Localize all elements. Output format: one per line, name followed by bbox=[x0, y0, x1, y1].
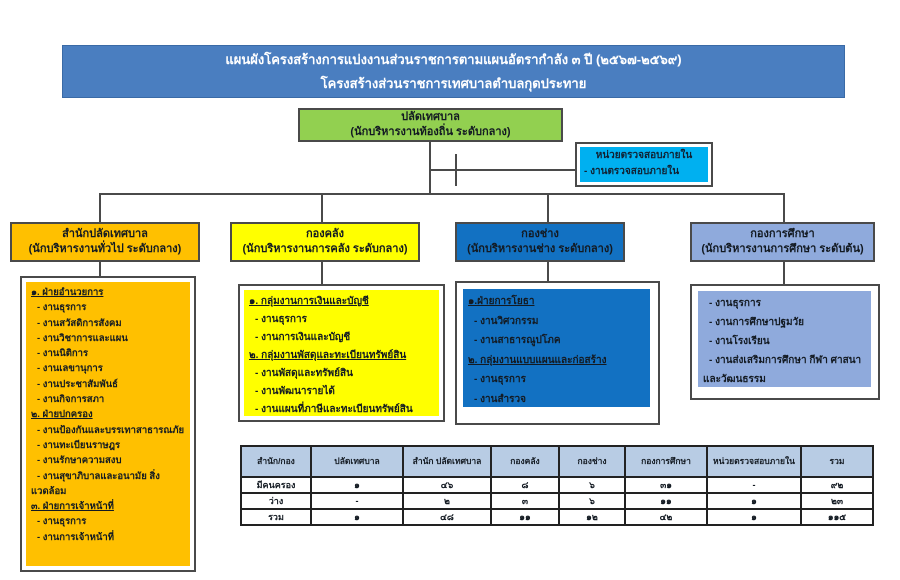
table-row bbox=[241, 493, 873, 509]
dept-header-education-division bbox=[690, 222, 875, 262]
table-cell: ๑๑ bbox=[491, 509, 559, 525]
connector-dept1-detail bbox=[99, 261, 101, 276]
work-item: - งานประชาสัมพันธ์ bbox=[37, 378, 118, 390]
table-cell: ๖ bbox=[559, 477, 625, 493]
dept-name: สำนักปลัดเทศบาล bbox=[62, 228, 148, 241]
title-banner bbox=[62, 45, 845, 98]
dept-name: กองคลัง bbox=[305, 228, 345, 241]
dept-header-finance-division bbox=[230, 222, 420, 262]
work-item: - งานวิศวกรรม bbox=[474, 315, 539, 327]
audit-branch-tick bbox=[455, 154, 457, 186]
section-heading: ๑. ฝ่ายอำนวยการ bbox=[31, 287, 104, 298]
work-item: - งานธุรการ bbox=[37, 302, 87, 314]
audit-title: หน่วยตรวจสอบภายใน bbox=[595, 150, 693, 161]
table-cell: ๒๓ bbox=[801, 493, 873, 509]
column-header: สำนัก ปลัดเทศบาล bbox=[403, 446, 491, 477]
table-cell: ๓ bbox=[491, 493, 559, 509]
dept-detail-public-works-division bbox=[455, 281, 660, 425]
work-item: - งานโรงเรียน bbox=[709, 336, 770, 347]
audit-unit-inner bbox=[580, 147, 708, 182]
column-header: กองช่าง bbox=[559, 446, 625, 477]
work-item: - งานการเงินและบัญชี bbox=[255, 332, 351, 343]
root-node-municipal-clerk bbox=[298, 108, 563, 142]
dept-header-office-of-clerk bbox=[10, 222, 200, 262]
table-cell: ๑ bbox=[311, 477, 403, 493]
work-item: - งานสาธารณูปโภค bbox=[474, 335, 561, 346]
title-line-1: แผนผังโครงสร้างการแบ่งงานส่วนราชการตามแผนอัตรากำลัง ๓ ปี (๒๕๖๗-๒๕๖๙) bbox=[225, 52, 682, 67]
work-item: - งานส่งเสริมการศึกษา กีฬา ศาสนาและวัฒนธรรม bbox=[703, 355, 862, 385]
dept-subtitle: (นักบริหารงานทั่วไป ระดับกลาง) bbox=[28, 243, 182, 255]
table-cell: ๑๒ bbox=[559, 509, 625, 525]
section-heading: ๓. ฝ่ายการเจ้าหน้าที่ bbox=[31, 501, 114, 513]
table-header-row bbox=[241, 446, 873, 477]
table-cell: ๑ bbox=[311, 509, 403, 525]
table-cell: - bbox=[707, 477, 801, 493]
work-item: - งานรักษาความสงบ bbox=[37, 455, 122, 467]
dept-header-public-works-division bbox=[455, 222, 625, 262]
table-cell: ๑๑๕ bbox=[801, 509, 873, 525]
table-cell: ๔๒ bbox=[625, 509, 707, 525]
work-item: - งานทะเบียนราษฎร bbox=[37, 439, 121, 451]
work-item: - งานแผนที่ภาษีและทะเบียนทรัพย์สิน bbox=[255, 404, 413, 415]
connector-drop-dept4 bbox=[783, 193, 785, 222]
table-cell: ๑ bbox=[707, 509, 801, 525]
table-cell: ๑ bbox=[707, 493, 801, 509]
section-heading: ๒. ฝ่ายปกครอง bbox=[31, 409, 93, 421]
connector-dept3-detail bbox=[547, 261, 549, 281]
dept-detail-list bbox=[463, 289, 650, 407]
connector-drop-dept3 bbox=[547, 193, 549, 222]
column-header: รวม bbox=[801, 446, 873, 477]
table-cell: ๙๒ bbox=[801, 477, 873, 493]
work-item: - งานการศึกษาปฐมวัย bbox=[709, 317, 805, 328]
dept-detail-list bbox=[26, 282, 190, 566]
title-line-2: โครงสร้างส่วนราชการเทศบาลตำบลกุดประทาย bbox=[320, 76, 587, 91]
dept-subtitle: (นักบริหารงานการคลัง ระดับกลาง) bbox=[242, 243, 408, 255]
row-label: ว่าง bbox=[241, 493, 311, 509]
column-header: กองคลัง bbox=[491, 446, 559, 477]
work-item: - งานการเจ้าหน้าที่ bbox=[37, 531, 114, 543]
table-cell: ๘ bbox=[491, 477, 559, 493]
work-item: - งานพัสดุและทรัพย์สิน bbox=[255, 368, 353, 379]
table-cell: ๑๑ bbox=[625, 493, 707, 509]
section-heading: ๑.ฝ่ายการโยธา bbox=[468, 296, 535, 307]
table-cell: ๒ bbox=[403, 493, 491, 509]
section-heading: ๒. กลุ่มงานพัสดุและทะเบียนทรัพย์สิน bbox=[249, 350, 407, 361]
column-header: สำนัก/กอง bbox=[241, 446, 311, 477]
work-item: - งานสวัสดิการสังคม bbox=[37, 317, 122, 329]
connector-root-vertical bbox=[429, 141, 431, 195]
connector-audit-horizontal bbox=[430, 169, 576, 171]
dept-detail-office-of-clerk bbox=[20, 276, 196, 572]
staffing-summary-table bbox=[240, 445, 874, 526]
dept-detail-list bbox=[698, 291, 871, 387]
work-item: - งานป้องกันและบรรเทาสาธารณภัย bbox=[37, 424, 185, 436]
section-heading: ๒. กลุ่มงานแบบแผนและก่อสร้าง bbox=[468, 354, 607, 366]
row-label: รวม bbox=[241, 509, 311, 525]
work-item: - งานธุรการ bbox=[474, 374, 526, 385]
dept-subtitle: (นักบริหารงานการศึกษา ระดับต้น) bbox=[701, 243, 864, 255]
audit-unit-box bbox=[575, 142, 713, 187]
table-cell: ๔๖ bbox=[403, 477, 491, 493]
work-item: - งานเลขานุการ bbox=[37, 363, 103, 375]
work-item: - งานธุรการ bbox=[255, 314, 307, 325]
row-label: มีคนครอง bbox=[241, 477, 311, 493]
table-row bbox=[241, 477, 873, 493]
table-cell: - bbox=[311, 493, 403, 509]
connector-dept4-detail bbox=[783, 261, 785, 284]
work-item: - งานนิติการ bbox=[37, 348, 89, 360]
work-item: - งานพัฒนารายได้ bbox=[255, 386, 335, 397]
dept-detail-education-division bbox=[690, 284, 880, 400]
connector-dept2-detail bbox=[321, 261, 323, 284]
connector-main-horizontal bbox=[99, 193, 785, 195]
dept-name: กองช่าง bbox=[521, 228, 559, 241]
connector-drop-dept2 bbox=[321, 193, 323, 222]
column-header: หน่วยตรวจสอบภายใน bbox=[707, 446, 801, 477]
work-item: - งานสำรวจ bbox=[474, 393, 527, 405]
work-item: - งานธุรการ bbox=[37, 516, 87, 528]
work-item: - งานกิจการสภา bbox=[37, 394, 105, 406]
root-name: ปลัดเทศบาล bbox=[401, 111, 460, 124]
dept-name: กองการศึกษา bbox=[750, 228, 815, 241]
section-heading: ๑. กลุ่มงานการเงินและบัญชี bbox=[249, 296, 369, 307]
dept-detail-list bbox=[244, 290, 439, 416]
table-cell: ๓๑ bbox=[625, 477, 707, 493]
connector-drop-dept1 bbox=[99, 193, 101, 222]
root-subtitle: (นักบริหารงานท้องถิ่น ระดับกลาง) bbox=[350, 126, 511, 138]
work-item: - งานสุขาภิบาลและอนามัย สิ่งแวดล้อม bbox=[31, 470, 160, 497]
column-header: ปลัดเทศบาล bbox=[311, 446, 403, 477]
table-row bbox=[241, 509, 873, 525]
column-header: กองการศึกษา bbox=[625, 446, 707, 477]
dept-subtitle: (นักบริหารงานช่าง ระดับกลาง) bbox=[467, 243, 613, 255]
work-item: - งานธุรการ bbox=[709, 298, 761, 309]
work-item: - งานวิชาการและแผน bbox=[37, 332, 128, 344]
table-cell: ๖ bbox=[559, 493, 625, 509]
audit-item: - งานตรวจสอบภายใน bbox=[584, 165, 680, 177]
dept-detail-finance-division bbox=[238, 284, 445, 422]
table-cell: ๔๘ bbox=[403, 509, 491, 525]
